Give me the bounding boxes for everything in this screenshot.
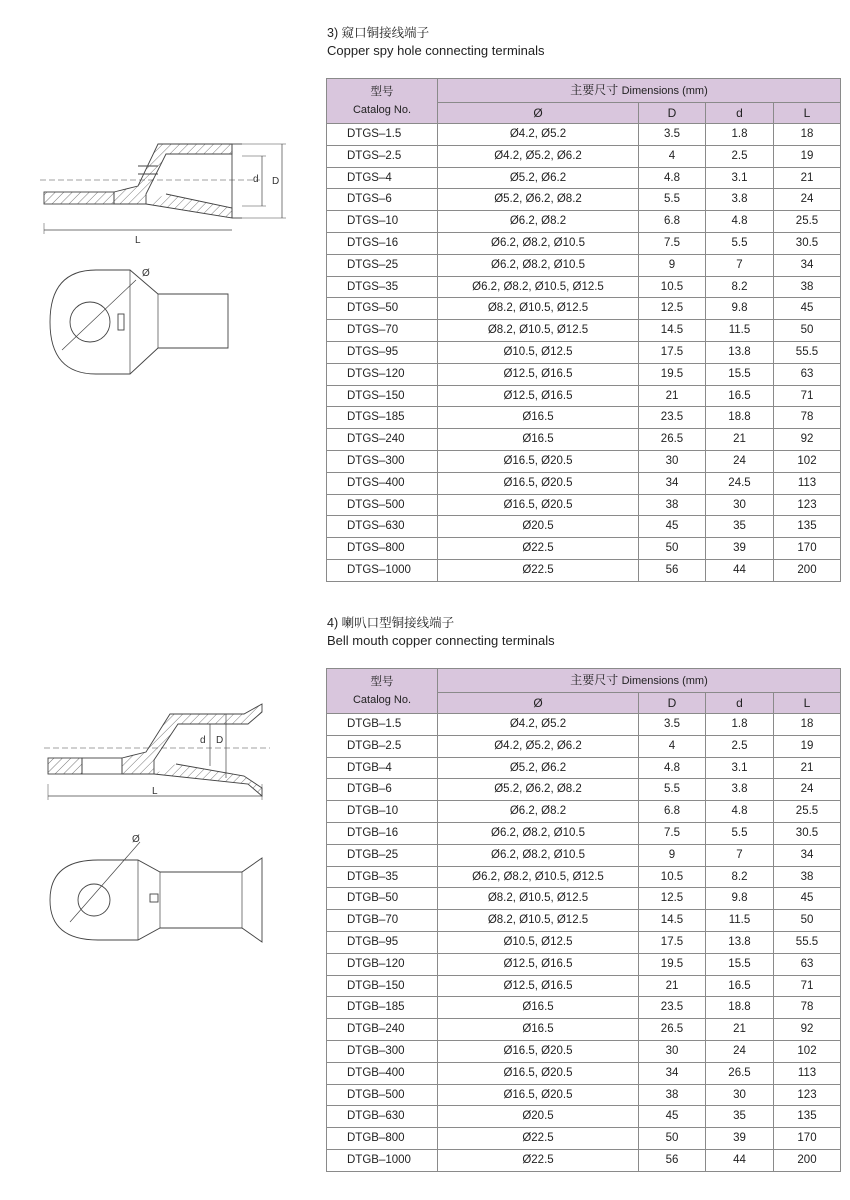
- d-cell: 30: [706, 494, 774, 516]
- d-cell: 2.5: [706, 735, 774, 757]
- diameter-cell: Ø6.2, Ø8.2, Ø10.5, Ø12.5: [438, 866, 639, 888]
- catalog-no-cell: DTGS–400: [327, 472, 438, 494]
- L-cell: 113: [774, 472, 841, 494]
- table-row: [327, 363, 841, 385]
- L-cell: 113: [774, 1062, 841, 1084]
- diameter-cell: Ø4.2, Ø5.2: [438, 124, 639, 146]
- L-cell: 21: [774, 167, 841, 189]
- col-header-d: d: [706, 693, 774, 714]
- diameter-cell: Ø22.5: [438, 559, 639, 581]
- diameter-cell: Ø6.2, Ø8.2: [438, 801, 639, 823]
- L-cell: 102: [774, 1040, 841, 1062]
- L-cell: 30.5: [774, 822, 841, 844]
- dimensions-header-en: Dimensions (mm): [621, 675, 708, 687]
- D-cell: 50: [639, 1128, 706, 1150]
- L-cell: 200: [774, 1149, 841, 1171]
- D-cell: 45: [639, 516, 706, 538]
- catalog-no-cell: DTGS–2.5: [327, 145, 438, 167]
- table-row: [327, 232, 841, 254]
- catalog-no-cell: DTGS–25: [327, 254, 438, 276]
- catalog-no-cell: DTGB–500: [327, 1084, 438, 1106]
- table-row: [327, 844, 841, 866]
- D-cell: 34: [639, 1062, 706, 1084]
- D-cell: 10.5: [639, 276, 706, 298]
- diameter-cell: Ø16.5, Ø20.5: [438, 1084, 639, 1106]
- table-row: [327, 494, 841, 516]
- d-cell: 21: [706, 429, 774, 451]
- L-cell: 71: [774, 975, 841, 997]
- D-cell: 21: [639, 975, 706, 997]
- L-cell: 18: [774, 124, 841, 146]
- d-cell: 24.5: [706, 472, 774, 494]
- diameter-cell: Ø16.5, Ø20.5: [438, 472, 639, 494]
- diameter-cell: Ø6.2, Ø8.2, Ø10.5: [438, 254, 639, 276]
- catalog-no-cell: DTGB–10: [327, 801, 438, 823]
- D-cell: 7.5: [639, 822, 706, 844]
- d-cell: 3.1: [706, 167, 774, 189]
- table-row: [327, 801, 841, 823]
- L-cell: 123: [774, 494, 841, 516]
- table-row: [327, 407, 841, 429]
- table-row: [327, 145, 841, 167]
- catalog-no-cell: DTGS–1.5: [327, 124, 438, 146]
- table-row: [327, 211, 841, 233]
- diameter-cell: Ø22.5: [438, 1149, 639, 1171]
- D-cell: 6.8: [639, 801, 706, 823]
- diameter-cell: Ø22.5: [438, 538, 639, 560]
- catalog-no-cell: DTGS–1000: [327, 559, 438, 581]
- catalog-header-en: Catalog No.: [352, 694, 412, 706]
- table-row: [327, 757, 841, 779]
- dimensions-header-cn: 主要尺寸: [570, 673, 619, 687]
- table-row: [327, 735, 841, 757]
- catalog-no-cell: DTGS–70: [327, 320, 438, 342]
- table-row: [327, 822, 841, 844]
- catalog-no-cell: DTGS–4: [327, 167, 438, 189]
- catalog-no-cell: DTGB–95: [327, 931, 438, 953]
- diameter-cell: Ø6.2, Ø8.2, Ø10.5: [438, 822, 639, 844]
- col-header-D: D: [639, 693, 706, 714]
- D-cell: 23.5: [639, 407, 706, 429]
- diameter-cell: Ø8.2, Ø10.5, Ø12.5: [438, 298, 639, 320]
- section-title-en: Copper spy hole connecting terminals: [327, 43, 545, 58]
- table-row: [327, 472, 841, 494]
- diameter-cell: Ø10.5, Ø12.5: [438, 931, 639, 953]
- D-cell: 14.5: [639, 320, 706, 342]
- diameter-cell: Ø12.5, Ø16.5: [438, 953, 639, 975]
- side-view: [40, 144, 286, 234]
- dim-label-D: D: [272, 176, 280, 187]
- D-cell: 56: [639, 1149, 706, 1171]
- catalog-header-cn: 型号: [370, 676, 394, 688]
- table-row: [327, 1128, 841, 1150]
- d-cell: 11.5: [706, 910, 774, 932]
- diameter-cell: Ø16.5, Ø20.5: [438, 1062, 639, 1084]
- catalog-no-cell: DTGB–70: [327, 910, 438, 932]
- catalog-no-cell: DTGB–120: [327, 953, 438, 975]
- dim-label-d: d: [253, 174, 259, 185]
- catalog-no-cell: DTGB–400: [327, 1062, 438, 1084]
- D-cell: 12.5: [639, 298, 706, 320]
- d-cell: 8.2: [706, 276, 774, 298]
- catalog-no-cell: DTGB–4: [327, 757, 438, 779]
- catalog-no-cell: DTGS–185: [327, 407, 438, 429]
- bell-mouth-terminal-drawing: [0, 608, 310, 1168]
- L-cell: 170: [774, 538, 841, 560]
- D-cell: 45: [639, 1106, 706, 1128]
- table-row: [327, 1149, 841, 1171]
- diameter-cell: Ø16.5, Ø20.5: [438, 494, 639, 516]
- D-cell: 7.5: [639, 232, 706, 254]
- table-row: [327, 516, 841, 538]
- catalog-no-cell: DTGS–35: [327, 276, 438, 298]
- D-cell: 21: [639, 385, 706, 407]
- catalog-no-cell: DTGB–240: [327, 1019, 438, 1041]
- L-cell: 24: [774, 779, 841, 801]
- L-cell: 19: [774, 145, 841, 167]
- table-row: [327, 124, 841, 146]
- D-cell: 9: [639, 254, 706, 276]
- D-cell: 4: [639, 735, 706, 757]
- D-cell: 19.5: [639, 363, 706, 385]
- D-cell: 9: [639, 844, 706, 866]
- spy-hole-terminal-drawing: [0, 18, 310, 578]
- col-header-phi: Ø: [438, 693, 639, 714]
- d-cell: 35: [706, 516, 774, 538]
- d-cell: 1.8: [706, 714, 774, 736]
- d-cell: 11.5: [706, 320, 774, 342]
- catalog-no-cell: DTGS–10: [327, 211, 438, 233]
- D-cell: 34: [639, 472, 706, 494]
- diameter-cell: Ø16.5, Ø20.5: [438, 1040, 639, 1062]
- catalog-no-cell: DTGS–240: [327, 429, 438, 451]
- table-row: [327, 167, 841, 189]
- catalog-no-cell: DTGS–120: [327, 363, 438, 385]
- D-cell: 30: [639, 1040, 706, 1062]
- L-cell: 50: [774, 910, 841, 932]
- d-cell: 4.8: [706, 801, 774, 823]
- catalog-no-cell: DTGB–16: [327, 822, 438, 844]
- diameter-cell: Ø5.2, Ø6.2, Ø8.2: [438, 189, 639, 211]
- table-row: [327, 997, 841, 1019]
- col-header-d: d: [706, 103, 774, 124]
- d-cell: 44: [706, 559, 774, 581]
- diameter-cell: Ø20.5: [438, 516, 639, 538]
- D-cell: 14.5: [639, 910, 706, 932]
- catalog-no-cell: DTGB–35: [327, 866, 438, 888]
- table-row: [327, 385, 841, 407]
- diameter-cell: Ø12.5, Ø16.5: [438, 363, 639, 385]
- d-cell: 24: [706, 1040, 774, 1062]
- diameter-cell: Ø20.5: [438, 1106, 639, 1128]
- section-heading: [327, 614, 555, 650]
- table-body: [327, 124, 841, 582]
- d-cell: 30: [706, 1084, 774, 1106]
- d-cell: 35: [706, 1106, 774, 1128]
- L-cell: 135: [774, 516, 841, 538]
- D-cell: 38: [639, 494, 706, 516]
- table-row: [327, 779, 841, 801]
- d-cell: 3.8: [706, 779, 774, 801]
- diameter-cell: Ø4.2, Ø5.2, Ø6.2: [438, 735, 639, 757]
- d-cell: 26.5: [706, 1062, 774, 1084]
- d-cell: 21: [706, 1019, 774, 1041]
- L-cell: 34: [774, 844, 841, 866]
- table-row: [327, 1062, 841, 1084]
- table-row: [327, 1040, 841, 1062]
- section-title-en: Bell mouth copper connecting terminals: [327, 633, 555, 648]
- D-cell: 6.8: [639, 211, 706, 233]
- catalog-no-cell: DTGS–500: [327, 494, 438, 516]
- diameter-cell: Ø10.5, Ø12.5: [438, 341, 639, 363]
- d-cell: 7: [706, 844, 774, 866]
- terminal-drawings: [0, 18, 310, 578]
- L-cell: 21: [774, 757, 841, 779]
- L-cell: 50: [774, 320, 841, 342]
- d-cell: 7: [706, 254, 774, 276]
- diameter-cell: Ø16.5: [438, 997, 639, 1019]
- table-row: [327, 559, 841, 581]
- catalog-no-cell: DTGB–2.5: [327, 735, 438, 757]
- diameter-cell: Ø8.2, Ø10.5, Ø12.5: [438, 320, 639, 342]
- d-cell: 9.8: [706, 298, 774, 320]
- diameter-cell: Ø5.2, Ø6.2: [438, 757, 639, 779]
- L-cell: 45: [774, 888, 841, 910]
- d-cell: 4.8: [706, 211, 774, 233]
- d-cell: 3.1: [706, 757, 774, 779]
- catalog-header-en: Catalog No.: [352, 104, 412, 116]
- diameter-cell: Ø16.5: [438, 429, 639, 451]
- D-cell: 4.8: [639, 167, 706, 189]
- diameter-cell: Ø6.2, Ø8.2, Ø10.5: [438, 844, 639, 866]
- d-cell: 44: [706, 1149, 774, 1171]
- L-cell: 24: [774, 189, 841, 211]
- catalog-no-cell: DTGS–300: [327, 450, 438, 472]
- L-cell: 45: [774, 298, 841, 320]
- L-cell: 55.5: [774, 931, 841, 953]
- table-row: [327, 910, 841, 932]
- diameter-cell: Ø6.2, Ø8.2, Ø10.5, Ø12.5: [438, 276, 639, 298]
- D-cell: 5.5: [639, 189, 706, 211]
- L-cell: 63: [774, 363, 841, 385]
- D-cell: 5.5: [639, 779, 706, 801]
- d-cell: 39: [706, 538, 774, 560]
- D-cell: 4: [639, 145, 706, 167]
- L-cell: 18: [774, 714, 841, 736]
- L-cell: 78: [774, 407, 841, 429]
- D-cell: 30: [639, 450, 706, 472]
- diameter-cell: Ø16.5: [438, 407, 639, 429]
- catalog-no-cell: DTGB–150: [327, 975, 438, 997]
- d-cell: 8.2: [706, 866, 774, 888]
- D-cell: 26.5: [639, 429, 706, 451]
- table-row: [327, 931, 841, 953]
- table-row: [327, 538, 841, 560]
- d-cell: 15.5: [706, 363, 774, 385]
- table-row: [327, 1019, 841, 1041]
- col-header-L: L: [774, 103, 841, 124]
- section-title-cn: 4) 喇叭口型铜接线端子: [327, 616, 455, 630]
- diameter-cell: Ø12.5, Ø16.5: [438, 385, 639, 407]
- L-cell: 38: [774, 276, 841, 298]
- d-cell: 2.5: [706, 145, 774, 167]
- d-cell: 13.8: [706, 341, 774, 363]
- diameter-cell: Ø12.5, Ø16.5: [438, 975, 639, 997]
- catalog-no-cell: DTGS–630: [327, 516, 438, 538]
- diameter-cell: Ø16.5, Ø20.5: [438, 450, 639, 472]
- catalog-no-cell: DTGS–16: [327, 232, 438, 254]
- dimensions-header-cn: 主要尺寸: [570, 83, 619, 97]
- d-cell: 5.5: [706, 232, 774, 254]
- d-cell: 3.8: [706, 189, 774, 211]
- table-body: [327, 714, 841, 1172]
- catalog-no-cell: DTGS–6: [327, 189, 438, 211]
- catalog-no-cell: DTGB–50: [327, 888, 438, 910]
- table-row: [327, 975, 841, 997]
- L-cell: 34: [774, 254, 841, 276]
- catalog-no-cell: DTGS–800: [327, 538, 438, 560]
- dim-label-phi: Ø: [132, 834, 140, 845]
- catalog-no-cell: DTGB–1000: [327, 1149, 438, 1171]
- d-cell: 16.5: [706, 385, 774, 407]
- d-cell: 13.8: [706, 931, 774, 953]
- table-row: [327, 888, 841, 910]
- d-cell: 1.8: [706, 124, 774, 146]
- L-cell: 200: [774, 559, 841, 581]
- spec-table: [326, 668, 841, 1172]
- catalog-no-cell: DTGB–185: [327, 997, 438, 1019]
- D-cell: 10.5: [639, 866, 706, 888]
- diameter-cell: Ø8.2, Ø10.5, Ø12.5: [438, 910, 639, 932]
- d-cell: 24: [706, 450, 774, 472]
- catalog-no-cell: DTGS–95: [327, 341, 438, 363]
- diameter-cell: Ø16.5: [438, 1019, 639, 1041]
- table-row: [327, 341, 841, 363]
- section-heading: [327, 24, 545, 60]
- col-header-phi: Ø: [438, 103, 639, 124]
- D-cell: 19.5: [639, 953, 706, 975]
- D-cell: 12.5: [639, 888, 706, 910]
- dim-label-phi: Ø: [142, 268, 150, 279]
- catalog-no-cell: DTGB–6: [327, 779, 438, 801]
- table-row: [327, 429, 841, 451]
- L-cell: 92: [774, 429, 841, 451]
- table-row: [327, 276, 841, 298]
- catalog-no-cell: DTGS–50: [327, 298, 438, 320]
- catalog-no-cell: DTGB–1.5: [327, 714, 438, 736]
- D-cell: 3.5: [639, 124, 706, 146]
- catalog-no-cell: DTGS–150: [327, 385, 438, 407]
- dim-label-L: L: [152, 786, 158, 797]
- col-header-L: L: [774, 693, 841, 714]
- table-row: [327, 450, 841, 472]
- L-cell: 19: [774, 735, 841, 757]
- catalog-no-cell: DTGB–800: [327, 1128, 438, 1150]
- table-row: [327, 866, 841, 888]
- L-cell: 92: [774, 1019, 841, 1041]
- table-row: [327, 953, 841, 975]
- catalog-header: [327, 669, 438, 714]
- D-cell: 38: [639, 1084, 706, 1106]
- diameter-cell: Ø6.2, Ø8.2, Ø10.5: [438, 232, 639, 254]
- L-cell: 38: [774, 866, 841, 888]
- dim-label-D: D: [216, 735, 224, 746]
- diameter-cell: Ø5.2, Ø6.2, Ø8.2: [438, 779, 639, 801]
- d-cell: 5.5: [706, 822, 774, 844]
- L-cell: 135: [774, 1106, 841, 1128]
- dimensions-header-en: Dimensions (mm): [621, 85, 708, 97]
- catalog-no-cell: DTGB–300: [327, 1040, 438, 1062]
- D-cell: 4.8: [639, 757, 706, 779]
- table-row: [327, 320, 841, 342]
- D-cell: 17.5: [639, 341, 706, 363]
- L-cell: 78: [774, 997, 841, 1019]
- d-cell: 18.8: [706, 407, 774, 429]
- catalog-header: [327, 79, 438, 124]
- diameter-cell: Ø4.2, Ø5.2, Ø6.2: [438, 145, 639, 167]
- dim-label-d: d: [200, 735, 206, 746]
- diameter-cell: Ø6.2, Ø8.2: [438, 211, 639, 233]
- top-view: [50, 842, 262, 942]
- L-cell: 55.5: [774, 341, 841, 363]
- terminal-drawings: [0, 608, 310, 1168]
- L-cell: 102: [774, 450, 841, 472]
- diameter-cell: Ø8.2, Ø10.5, Ø12.5: [438, 888, 639, 910]
- dim-label-L: L: [135, 235, 141, 246]
- L-cell: 63: [774, 953, 841, 975]
- D-cell: 26.5: [639, 1019, 706, 1041]
- d-cell: 15.5: [706, 953, 774, 975]
- table-row: [327, 298, 841, 320]
- diameter-cell: Ø22.5: [438, 1128, 639, 1150]
- table-row: [327, 1084, 841, 1106]
- L-cell: 25.5: [774, 211, 841, 233]
- D-cell: 3.5: [639, 714, 706, 736]
- table-row: [327, 714, 841, 736]
- L-cell: 25.5: [774, 801, 841, 823]
- d-cell: 18.8: [706, 997, 774, 1019]
- L-cell: 30.5: [774, 232, 841, 254]
- catalog-no-cell: DTGB–630: [327, 1106, 438, 1128]
- top-view: [50, 270, 228, 374]
- D-cell: 17.5: [639, 931, 706, 953]
- table-row: [327, 1106, 841, 1128]
- diameter-cell: Ø4.2, Ø5.2: [438, 714, 639, 736]
- dimensions-header: [438, 79, 841, 103]
- spec-table: [326, 78, 841, 582]
- d-cell: 16.5: [706, 975, 774, 997]
- D-cell: 23.5: [639, 997, 706, 1019]
- diameter-cell: Ø5.2, Ø6.2: [438, 167, 639, 189]
- catalog-header-cn: 型号: [370, 86, 394, 98]
- table-row: [327, 189, 841, 211]
- col-header-D: D: [639, 103, 706, 124]
- d-cell: 39: [706, 1128, 774, 1150]
- D-cell: 50: [639, 538, 706, 560]
- d-cell: 9.8: [706, 888, 774, 910]
- dimensions-header: [438, 669, 841, 693]
- L-cell: 71: [774, 385, 841, 407]
- L-cell: 123: [774, 1084, 841, 1106]
- D-cell: 56: [639, 559, 706, 581]
- table-row: [327, 254, 841, 276]
- L-cell: 170: [774, 1128, 841, 1150]
- section-title-cn: 3) 窥口铜接线端子: [327, 26, 430, 40]
- catalog-no-cell: DTGB–25: [327, 844, 438, 866]
